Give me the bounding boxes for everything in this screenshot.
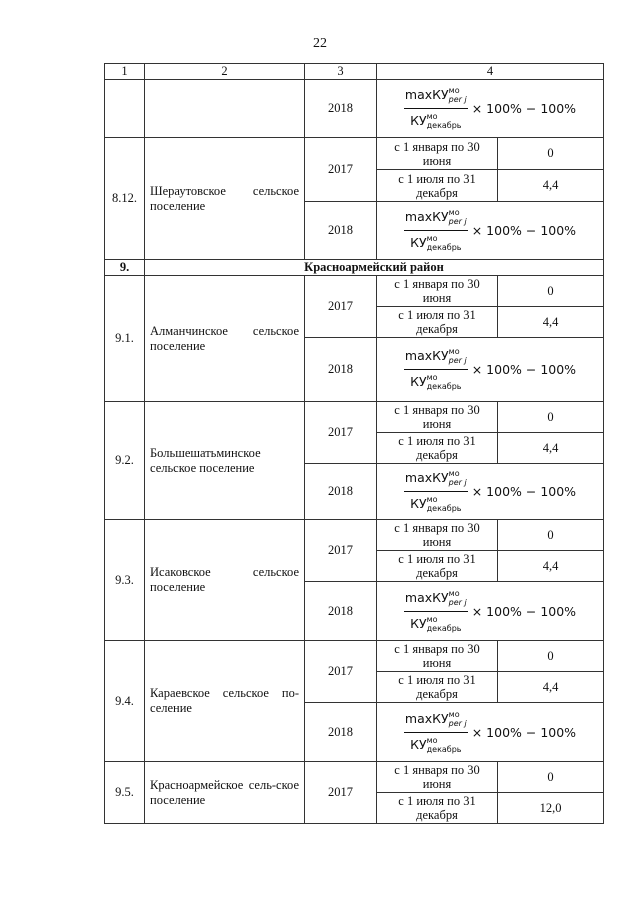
growth-formula: [404, 206, 576, 255]
period-first-half: с 1 января по 30 июня: [377, 276, 498, 307]
header-col-1: 1: [105, 64, 145, 80]
formula-cell: [377, 202, 604, 260]
period-second-half: с 1 июля по 31 декабря: [377, 170, 498, 202]
row-number: 9.1.: [105, 276, 145, 402]
settlement-name: Исаковское сельское поселение: [145, 520, 305, 641]
row-number: 9.3.: [105, 520, 145, 641]
settlement-name: [145, 80, 305, 138]
header-col-2: 2: [145, 64, 305, 80]
formula-tail: × 100% − 100%: [471, 603, 577, 619]
section-row: [105, 260, 604, 276]
row-number: 9.4.: [105, 641, 145, 762]
formula-numerator: maxКУ$^{мо}_{per j}$: [404, 708, 468, 733]
period-second-half: с 1 июля по 31 декабря: [377, 793, 498, 824]
value-first-half: 0: [498, 402, 604, 433]
formula-cell: [377, 80, 604, 138]
formula-fraction: [404, 708, 468, 757]
table-row: [105, 762, 604, 793]
section-number: 9.: [105, 260, 145, 276]
formula-fraction: [404, 587, 468, 636]
formula-cell: [377, 338, 604, 402]
value-second-half: 4,4: [498, 170, 604, 202]
table-row: [105, 138, 604, 170]
formula-numerator: maxКУ$^{мо}_{per j}$: [404, 587, 468, 612]
page-number: 22: [313, 36, 327, 51]
year-cell: 2018: [305, 338, 377, 402]
value-first-half: 0: [498, 520, 604, 551]
year-cell: 2017: [305, 138, 377, 202]
section-title: Красноармейский район: [145, 260, 604, 276]
formula-denominator: $КУ^{мо}_{декабрь}$: [410, 234, 462, 252]
year-cell: 2018: [305, 80, 377, 138]
year-cell: 2017: [305, 520, 377, 582]
row-number: 9.5.: [105, 762, 145, 824]
period-second-half: с 1 июля по 31 декабря: [377, 672, 498, 703]
period-second-half: с 1 июля по 31 декабря: [377, 433, 498, 464]
value-second-half: 12,0: [498, 793, 604, 824]
formula-cell: [377, 464, 604, 520]
table-row: [105, 641, 604, 672]
value-first-half: 0: [498, 762, 604, 793]
year-cell: 2017: [305, 641, 377, 703]
formula-numerator: maxКУ$^{мо}_{per j}$: [404, 206, 468, 231]
value-first-half: 0: [498, 641, 604, 672]
period-first-half: с 1 января по 30 июня: [377, 762, 498, 793]
period-first-half: с 1 января по 30 июня: [377, 520, 498, 551]
period-first-half: с 1 января по 30 июня: [377, 641, 498, 672]
year-cell: 2017: [305, 276, 377, 338]
value-second-half: 4,4: [498, 551, 604, 582]
formula-fraction: [404, 345, 468, 394]
period-second-half: с 1 июля по 31 декабря: [377, 551, 498, 582]
value-first-half: 0: [498, 138, 604, 170]
header-row: [105, 64, 604, 80]
table-row: [105, 520, 604, 551]
formula-denominator: $КУ^{мо}_{декабрь}$: [410, 735, 462, 754]
formula-tail: × 100% − 100%: [471, 724, 577, 740]
formula-tail: × 100% − 100%: [471, 223, 577, 238]
table-row: [105, 402, 604, 433]
settlement-name: Красноармейское сель-ское поселение: [145, 762, 305, 824]
year-cell: 2018: [305, 703, 377, 762]
row-number: 8.12.: [105, 138, 145, 260]
formula-cell: [377, 582, 604, 641]
growth-formula: [404, 84, 576, 133]
formula-tail: × 100% − 100%: [471, 101, 577, 116]
year-cell: 2018: [305, 202, 377, 260]
header-col-3: 3: [305, 64, 377, 80]
row-number: 9.2.: [105, 402, 145, 520]
header-col-4: 4: [377, 64, 604, 80]
formula-denominator: $КУ^{мо}_{декабрь}$: [410, 495, 462, 513]
tariff-table: [104, 63, 604, 824]
formula-denominator: $КУ^{мо}_{декабрь}$: [410, 614, 462, 633]
formula-fraction: [404, 206, 468, 255]
formula-fraction: [404, 467, 468, 516]
value-first-half: 0: [498, 276, 604, 307]
table-row: [105, 80, 604, 138]
formula-numerator: maxКУ$^{мо}_{per j}$: [404, 467, 468, 492]
growth-formula: [404, 708, 576, 757]
period-second-half: с 1 июля по 31 декабря: [377, 307, 498, 338]
formula-tail: × 100% − 100%: [471, 484, 577, 499]
table-row: [105, 276, 604, 307]
growth-formula: [404, 587, 576, 636]
value-second-half: 4,4: [498, 672, 604, 703]
formula-denominator: $КУ^{мо}_{декабрь}$: [410, 373, 462, 391]
settlement-name: Большешатьминское сельское поселение: [145, 402, 305, 520]
year-cell: 2017: [305, 762, 377, 824]
formula-denominator: $КУ^{мо}_{декабрь}$: [410, 112, 462, 130]
year-cell: 2017: [305, 402, 377, 464]
growth-formula: [404, 467, 576, 516]
formula-numerator: maxКУ$^{мо}_{per j}$: [404, 345, 468, 370]
formula-cell: [377, 703, 604, 762]
year-cell: 2018: [305, 582, 377, 641]
settlement-name: Шераутовское сельское поселение: [145, 138, 305, 260]
value-second-half: 4,4: [498, 307, 604, 338]
row-number: [105, 80, 145, 138]
value-second-half: 4,4: [498, 433, 604, 464]
year-cell: 2018: [305, 464, 377, 520]
formula-tail: × 100% − 100%: [471, 362, 577, 377]
period-first-half: с 1 января по 30 июня: [377, 138, 498, 170]
formula-numerator: maxКУ$^{мо}_{per j}$: [404, 84, 468, 109]
settlement-name: Караевское сельское по-селение: [145, 641, 305, 762]
settlement-name: Алманчинское сельское поселение: [145, 276, 305, 402]
growth-formula: [404, 345, 576, 394]
tariff-table-container: [104, 63, 603, 824]
period-first-half: с 1 января по 30 июня: [377, 402, 498, 433]
formula-fraction: [404, 84, 468, 133]
